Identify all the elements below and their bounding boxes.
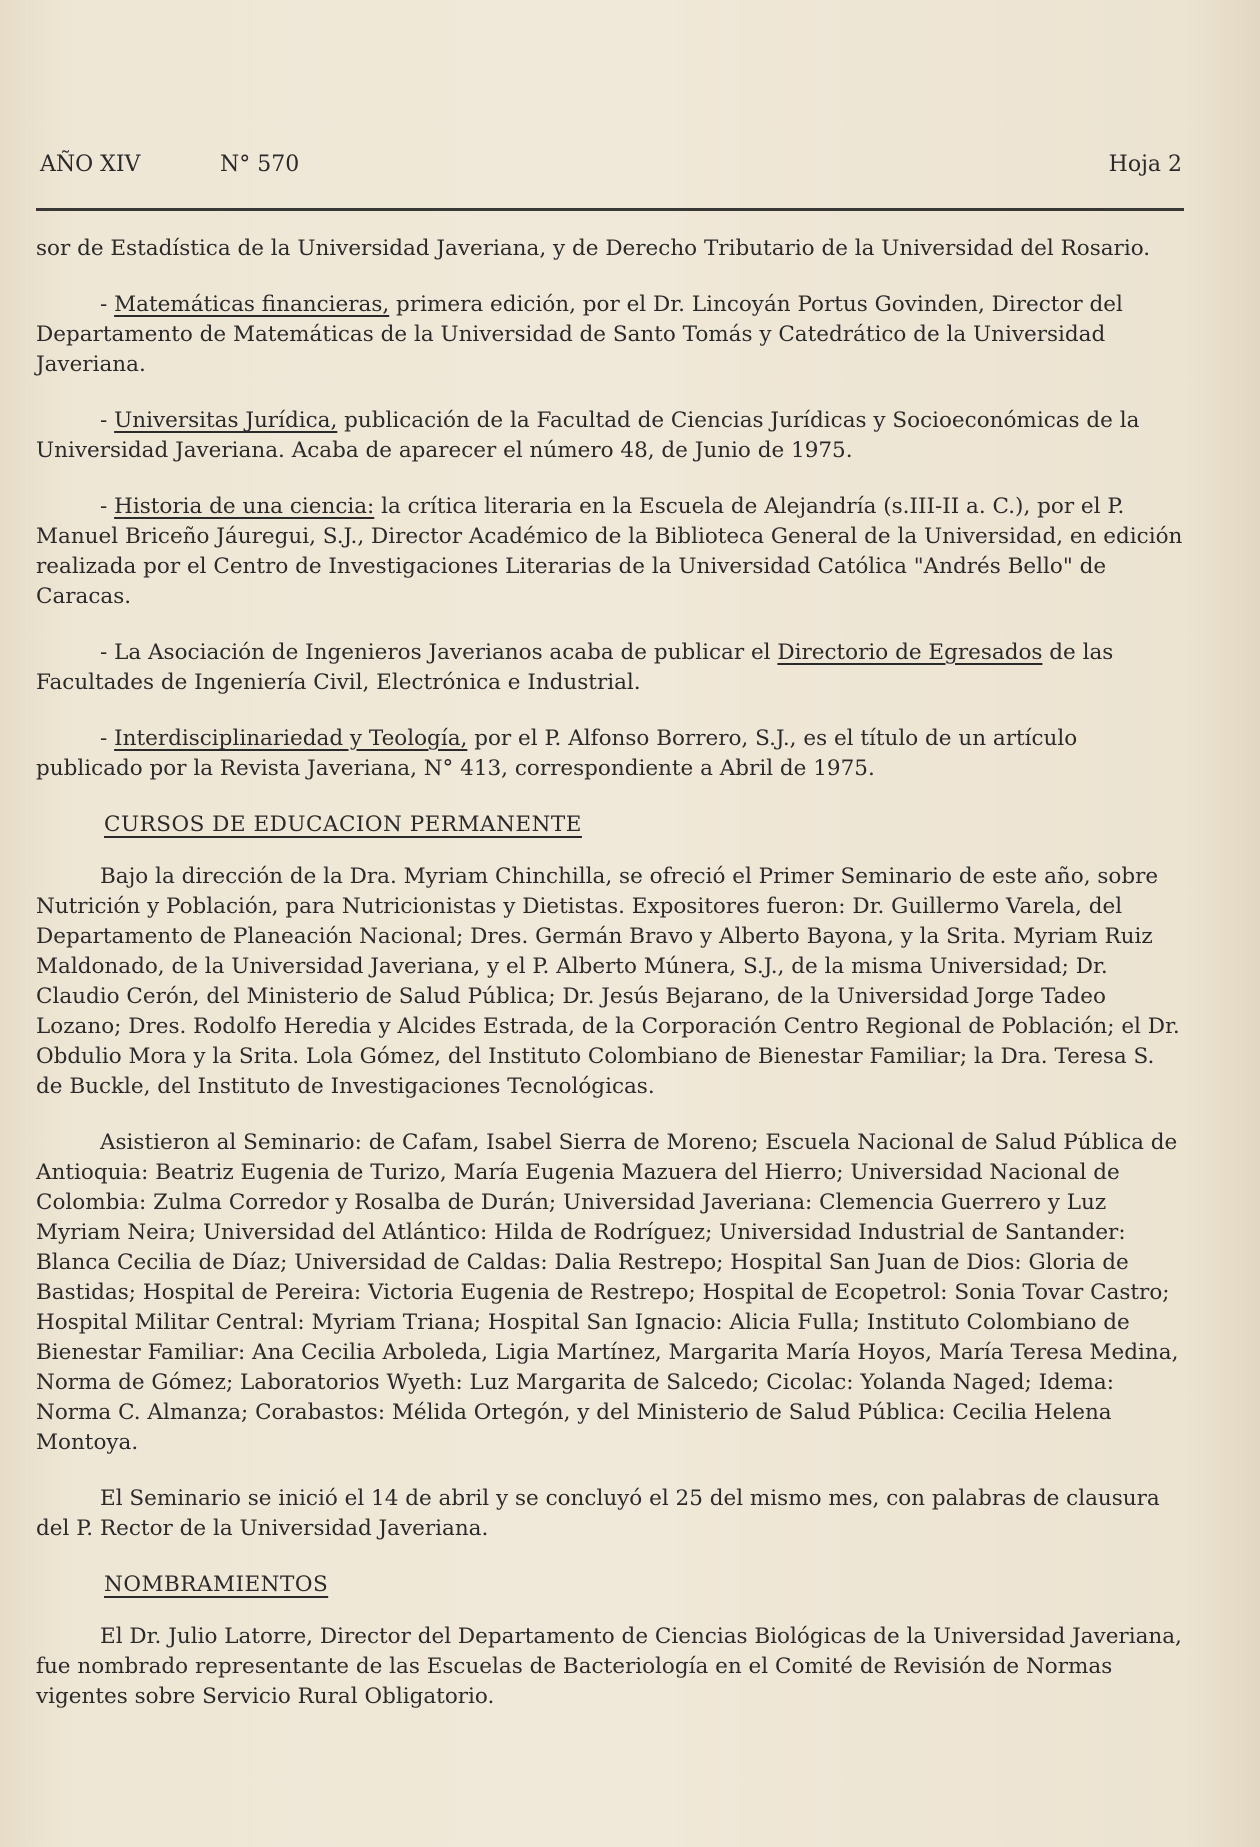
paragraph-matematicas — [36, 290, 1186, 380]
title-historia: Historia de una ciencia: — [114, 494, 375, 519]
bullet-dash: - — [100, 494, 115, 519]
bullet-dash: - — [100, 408, 115, 433]
header-rule — [36, 208, 1184, 211]
paragraph-seminario: Bajo la dirección de la Dra. Myriam Chinchilla, se ofreció el Primer Seminario de este año, sobre Nutrición y Población, para Nutricionistas y Dietistas. Expositores fueron: Dr. Guillermo Varela, del Departamento de Planeación Nacional; Dres. Germán Bravo y Alberto Bayona, y la Srita. Myriam Ruiz Maldonado, de la Universidad Javeriana, y el P. Alberto Múnera, S.J., de la misma Universidad; Dr. Claudio Cerón, del Ministerio de Salud Pública; Dr. Jesús Bejarano, de la Universidad Jorge Tadeo Lozano; Dres. Rodolfo Heredia y Alcides Estrada, de la Corporación Centro Regional de Población; el Dr. Obdulio Mora y la Srita. Lola Gómez, del Instituto Colombiano de Bienestar Familiar; la Dra. Teresa S. de Buckle, del Instituto de Investigaciones Tecnológicas. — [36, 864, 1180, 1099]
title-directorio: Directorio de Egresados — [777, 640, 1043, 665]
title-teologia: Interdisciplinariedad y Teología, — [114, 726, 468, 751]
section-heading-cursos: CURSOS DE EDUCACION PERMANENTE — [104, 812, 582, 837]
paragraph-clausura: El Seminario se inició el 14 de abril y se concluyó el 25 del mismo mes, con palabras de clausura del P. Rector de la Universidad Javeriana. — [36, 1486, 1160, 1541]
text-directorio-intro: - La Asociación de Ingenieros Javerianos acaba de publicar el — [100, 640, 778, 665]
paragraph-historia — [36, 492, 1186, 612]
text-teologia: por el P. Alfonso Borrero, S.J., es el título de un artículo publicado por la Revista Javeriana, N° 413, correspondiente a Abril de 1975. — [36, 726, 1078, 781]
header-number: N° 570 — [220, 152, 300, 177]
page-header — [40, 152, 1182, 192]
text-universitas: publicación de la Facultad de Ciencias Jurídicas y Socioeconómicas de la Universidad Javeriana. Acaba de aparecer el número 48, de Junio de 1975. — [36, 408, 1140, 463]
title-universitas: Universitas Jurídica, — [114, 408, 338, 433]
paragraph-continuation: sor de Estadística de la Universidad Javeriana, y de Derecho Tributario de la Universidad del Rosario. — [36, 236, 1151, 261]
paragraph-latorre: El Dr. Julio Latorre, Director del Departamento de Ciencias Biológicas de la Universidad Javeriana, fue nombrado representante de las Escuelas de Bacteriología en el Comité de Revisión de Normas vigentes sobre Servicio Rural Obligatorio. — [36, 1624, 1182, 1709]
text-matematicas: primera edición, por el Dr. Lincoyán Portus Govinden, Director del Departamento de Matemáticas de la Universidad de Santo Tomás y Catedrático de la Universidad Javeriana. — [36, 292, 1123, 377]
section-heading-nombramientos: NOMBRAMIENTOS — [104, 1572, 329, 1597]
text-directorio: de las Facultades de Ingeniería Civil, Electrónica e Industrial. — [36, 640, 1114, 695]
paragraph-teologia — [36, 724, 1186, 784]
bullet-dash: - — [100, 292, 115, 317]
header-year: AÑO XIV — [40, 152, 141, 177]
paragraph-asistentes: Asistieron al Seminario: de Cafam, Isabel Sierra de Moreno; Escuela Nacional de Salud Pública de Antioquia: Beatriz Eugenia de Turizo, María Eugenia Mazuera del Hierro; Universidad Nacional de Colombia: Zulma Corredor y Rosalba de Durán; Universidad Javeriana: Clemencia Guerrero y Luz Myriam Neira; Universidad del Atlántico: Hilda de Rodríguez; Universidad Industrial de Santander: Blanca Cecilia de Díaz; Universidad de Caldas: Dalia Restrepo; Hospital San Juan de Dios: Gloria de Bastidas; Hospital de Pereira: Victoria Eugenia de Restrepo; Hospital de Ecopetrol: Sonia Tovar Castro; Hospital Militar Central: Myriam Triana; Hospital San Ignacio: Alicia Fulla; Instituto Colombiano de Bienestar Familiar: Ana Cecilia Arboleda, Ligia Martínez, Margarita María Hoyos, María Teresa Medina, Norma de Gómez; Laboratorios Wyeth: Luz Margarita de Salcedo; Cicolac: Yolanda Naged; Idema: Norma C. Almanza; Corabastos: Mélida Ortegón, y del Ministerio de Salud Pública: Cecilia Helena Montoya. — [36, 1130, 1179, 1455]
bullet-dash: - — [100, 726, 115, 751]
header-sheet: Hoja 2 — [1108, 152, 1182, 177]
paragraph-directorio — [36, 638, 1186, 698]
text-historia: la crítica literaria en la Escuela de Alejandría (s.III-II a. C.), por el P. Manuel Briceño Jáuregui, S.J., Director Académico de la Biblioteca General de la Universidad, en edición realizada por el Centro de Investigaciones Literarias de la Universidad Católica "Andrés Bello" de Caracas. — [36, 494, 1183, 609]
title-matematicas: Matemáticas financieras, — [114, 292, 390, 317]
body-text — [36, 234, 1186, 1738]
paragraph-universitas — [36, 406, 1186, 466]
